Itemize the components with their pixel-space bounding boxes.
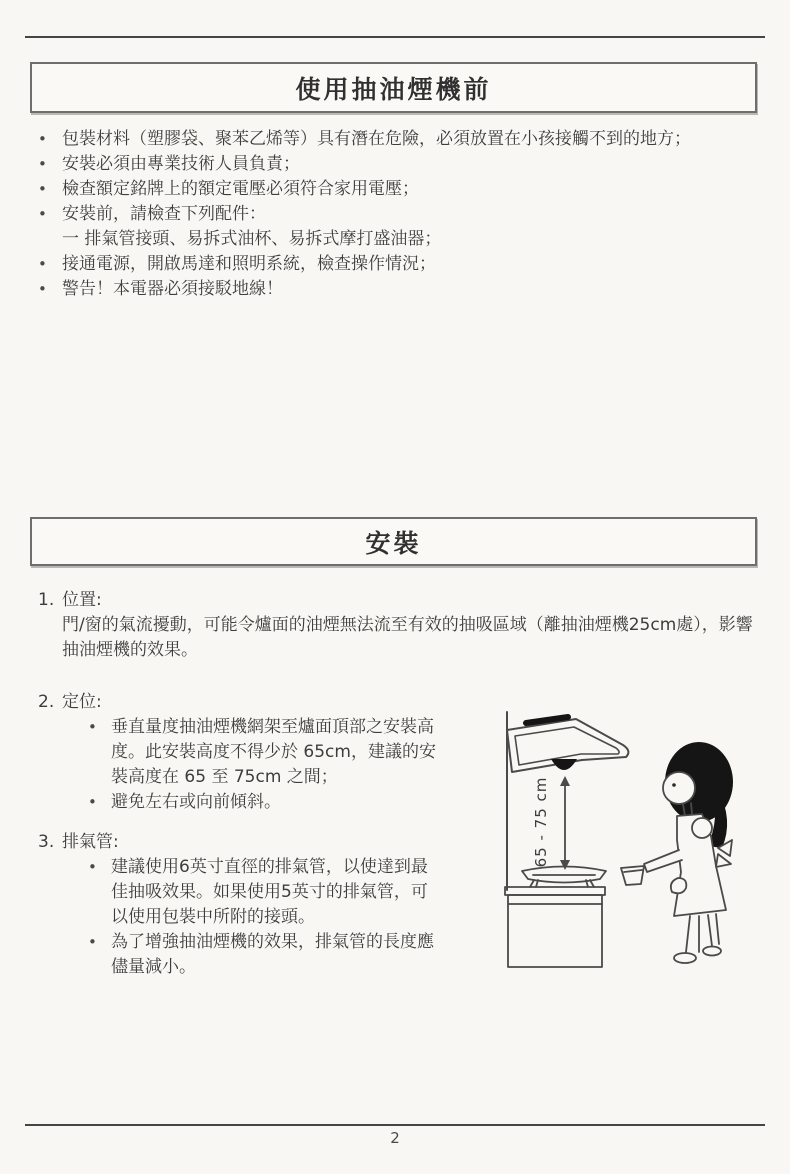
before-use-list	[38, 127, 760, 302]
woman-sleeve	[692, 818, 712, 838]
bottom-rule	[25, 1124, 765, 1126]
list-subitem-text: 一 排氣管接頭、易拆式油杯、易拆式摩打盛油器；	[62, 229, 442, 249]
page-number: 2	[390, 1129, 400, 1147]
install-item-heading	[38, 830, 440, 855]
bullet-marker: •	[88, 858, 97, 876]
bullet-marker: •	[38, 130, 47, 148]
list-item	[38, 177, 760, 202]
install-item-heading	[38, 690, 440, 715]
list-item-text: 建議使用6英寸直徑的排氣管，以使達到最佳抽吸效果。如果使用5英寸的排氣管，可以使用包裝中所附的接頭。	[111, 857, 428, 927]
woman-arm	[644, 850, 682, 872]
bullet-marker: •	[38, 180, 47, 198]
cooking-pan	[522, 867, 606, 888]
bullet-marker: •	[88, 718, 97, 736]
bullet-marker: •	[38, 280, 47, 298]
section-header-install	[30, 517, 757, 566]
item-label: 位置:	[62, 590, 102, 610]
list-item	[38, 252, 760, 277]
bullet-marker: •	[38, 255, 47, 273]
dimension-label: 65 - 75 cm	[532, 776, 550, 868]
section-header-before-use	[30, 62, 757, 113]
list-item	[38, 202, 760, 227]
woman-foot-back	[703, 947, 721, 956]
list-item-text: 垂直量度抽油煙機網架至爐面頂部之安裝高度。此安裝高度不得少於 65cm，建議的安裝高度在 65 至 75cm 之間；	[111, 717, 436, 787]
install-item-positioning	[38, 690, 440, 815]
list-item	[88, 930, 440, 980]
item-number: 3.	[38, 832, 55, 852]
list-item-text: 警告！本電器必須接駁地線！	[62, 279, 283, 299]
woman-figure	[621, 742, 733, 963]
list-item-text: 安裝必須由專業技術人員負責；	[62, 154, 300, 174]
woman-mitt	[671, 878, 686, 893]
install-item-location	[38, 588, 760, 663]
section-title-install: 安裝	[365, 528, 422, 558]
installation-height-figure	[478, 690, 774, 990]
item-paragraph: 門/窗的氣流擾動，可能令爐面的油煙無法流至有效的抽吸區域（離抽油煙機25cm處），影響抽油煙機的效果。	[62, 615, 753, 660]
install-item-duct	[38, 830, 440, 980]
woman-foot-front	[674, 953, 696, 963]
list-item	[88, 715, 440, 790]
hood-filter-blob	[551, 759, 577, 770]
list-item-text: 避免左右或向前傾斜。	[111, 792, 281, 812]
woman-pot	[621, 866, 644, 885]
item-label: 排氣管:	[62, 832, 119, 852]
list-item	[38, 277, 760, 302]
bullet-marker: •	[88, 933, 97, 951]
list-item-text: 接通電源，開啟馬達和照明系統，檢查操作情況；	[62, 254, 436, 274]
height-arrow	[560, 776, 570, 870]
list-item-text: 包裝材料（塑膠袋、聚苯乙烯等）具有潛在危險，必須放置在小孩接觸不到的地方；	[62, 129, 691, 149]
install-item-heading	[38, 588, 760, 613]
list-item	[38, 152, 760, 177]
item-label: 定位:	[62, 692, 102, 712]
woman-eye	[672, 783, 676, 787]
list-item-text: 安裝前，請檢查下列配件：	[62, 204, 266, 224]
list-item-text: 檢查額定銘牌上的額定電壓必須符合家用電壓；	[62, 179, 419, 199]
list-item	[38, 127, 760, 152]
stove-cabinet	[505, 887, 605, 967]
item-number: 1.	[38, 590, 55, 610]
woman-face	[663, 772, 695, 804]
section-title-before-use: 使用抽油煙機前	[295, 74, 492, 104]
item-number: 2.	[38, 692, 55, 712]
list-item-text: 為了增強抽油煙機的效果，排氣管的長度應儘量減小。	[111, 932, 434, 977]
bullet-marker: •	[88, 793, 97, 811]
list-item	[88, 855, 440, 930]
bullet-marker: •	[38, 155, 47, 173]
bullet-marker: •	[38, 205, 47, 223]
list-item	[88, 790, 440, 815]
top-rule	[25, 36, 765, 38]
